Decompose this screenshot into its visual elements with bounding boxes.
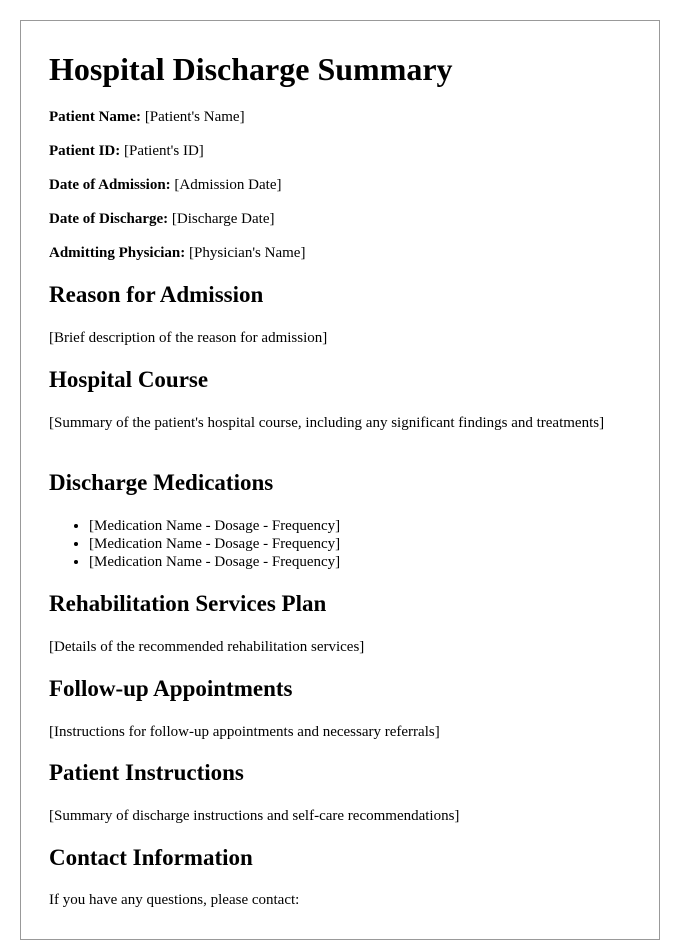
field-label: Date of Discharge: xyxy=(49,211,169,227)
text-patient-instructions: [Summary of discharge instructions and self-care recommendations] xyxy=(49,808,460,824)
heading-reason-for-admission: Reason for Admission xyxy=(49,282,264,307)
text-follow-up-appointments: [Instructions for follow-up appointments and necessary referrals] xyxy=(49,724,440,740)
field-label: Date of Admission: xyxy=(49,177,171,193)
text-reason-for-admission: [Brief description of the reason for admission] xyxy=(49,330,328,346)
field-patient-id xyxy=(49,142,204,160)
text-contact-information: If you have any questions, please contact: xyxy=(49,892,300,908)
heading-follow-up-appointments: Follow-up Appointments xyxy=(49,676,293,701)
heading-rehabilitation-services-plan: Rehabilitation Services Plan xyxy=(49,591,327,616)
field-date-of-admission xyxy=(49,176,282,194)
discharge-summary-document xyxy=(20,20,660,940)
field-date-of-discharge xyxy=(49,210,274,228)
field-label: Admitting Physician: xyxy=(49,245,186,261)
heading-contact-information: Contact Information xyxy=(49,845,253,870)
field-value: [Patient's Name] xyxy=(144,109,245,125)
heading-discharge-medications: Discharge Medications xyxy=(49,470,274,495)
list-item: • [Medication Name - Dosage - Frequency] xyxy=(89,553,340,571)
list-item: • [Medication Name - Dosage - Frequency] xyxy=(89,517,340,535)
field-value: [Admission Date] xyxy=(174,177,282,193)
list-item: • [Medication Name - Dosage - Frequency] xyxy=(89,535,340,553)
field-value: [Patient's ID] xyxy=(124,143,204,159)
field-label: Patient Name: xyxy=(49,109,142,125)
field-admitting-physician xyxy=(49,244,305,262)
text-rehabilitation-services-plan: [Details of the recommended rehabilitation services] xyxy=(49,639,365,655)
document-title: Hospital Discharge Summary xyxy=(49,51,453,87)
heading-patient-instructions: Patient Instructions xyxy=(49,760,244,785)
field-value: [Discharge Date] xyxy=(171,211,275,227)
field-label: Patient ID: xyxy=(49,143,121,159)
heading-hospital-course: Hospital Course xyxy=(49,367,209,392)
field-patient-name xyxy=(49,108,245,126)
medication-list xyxy=(49,517,340,571)
text-hospital-course: [Summary of the patient's hospital course, including any significant findings and treatments] xyxy=(49,415,605,431)
field-value: [Physician's Name] xyxy=(189,245,306,261)
